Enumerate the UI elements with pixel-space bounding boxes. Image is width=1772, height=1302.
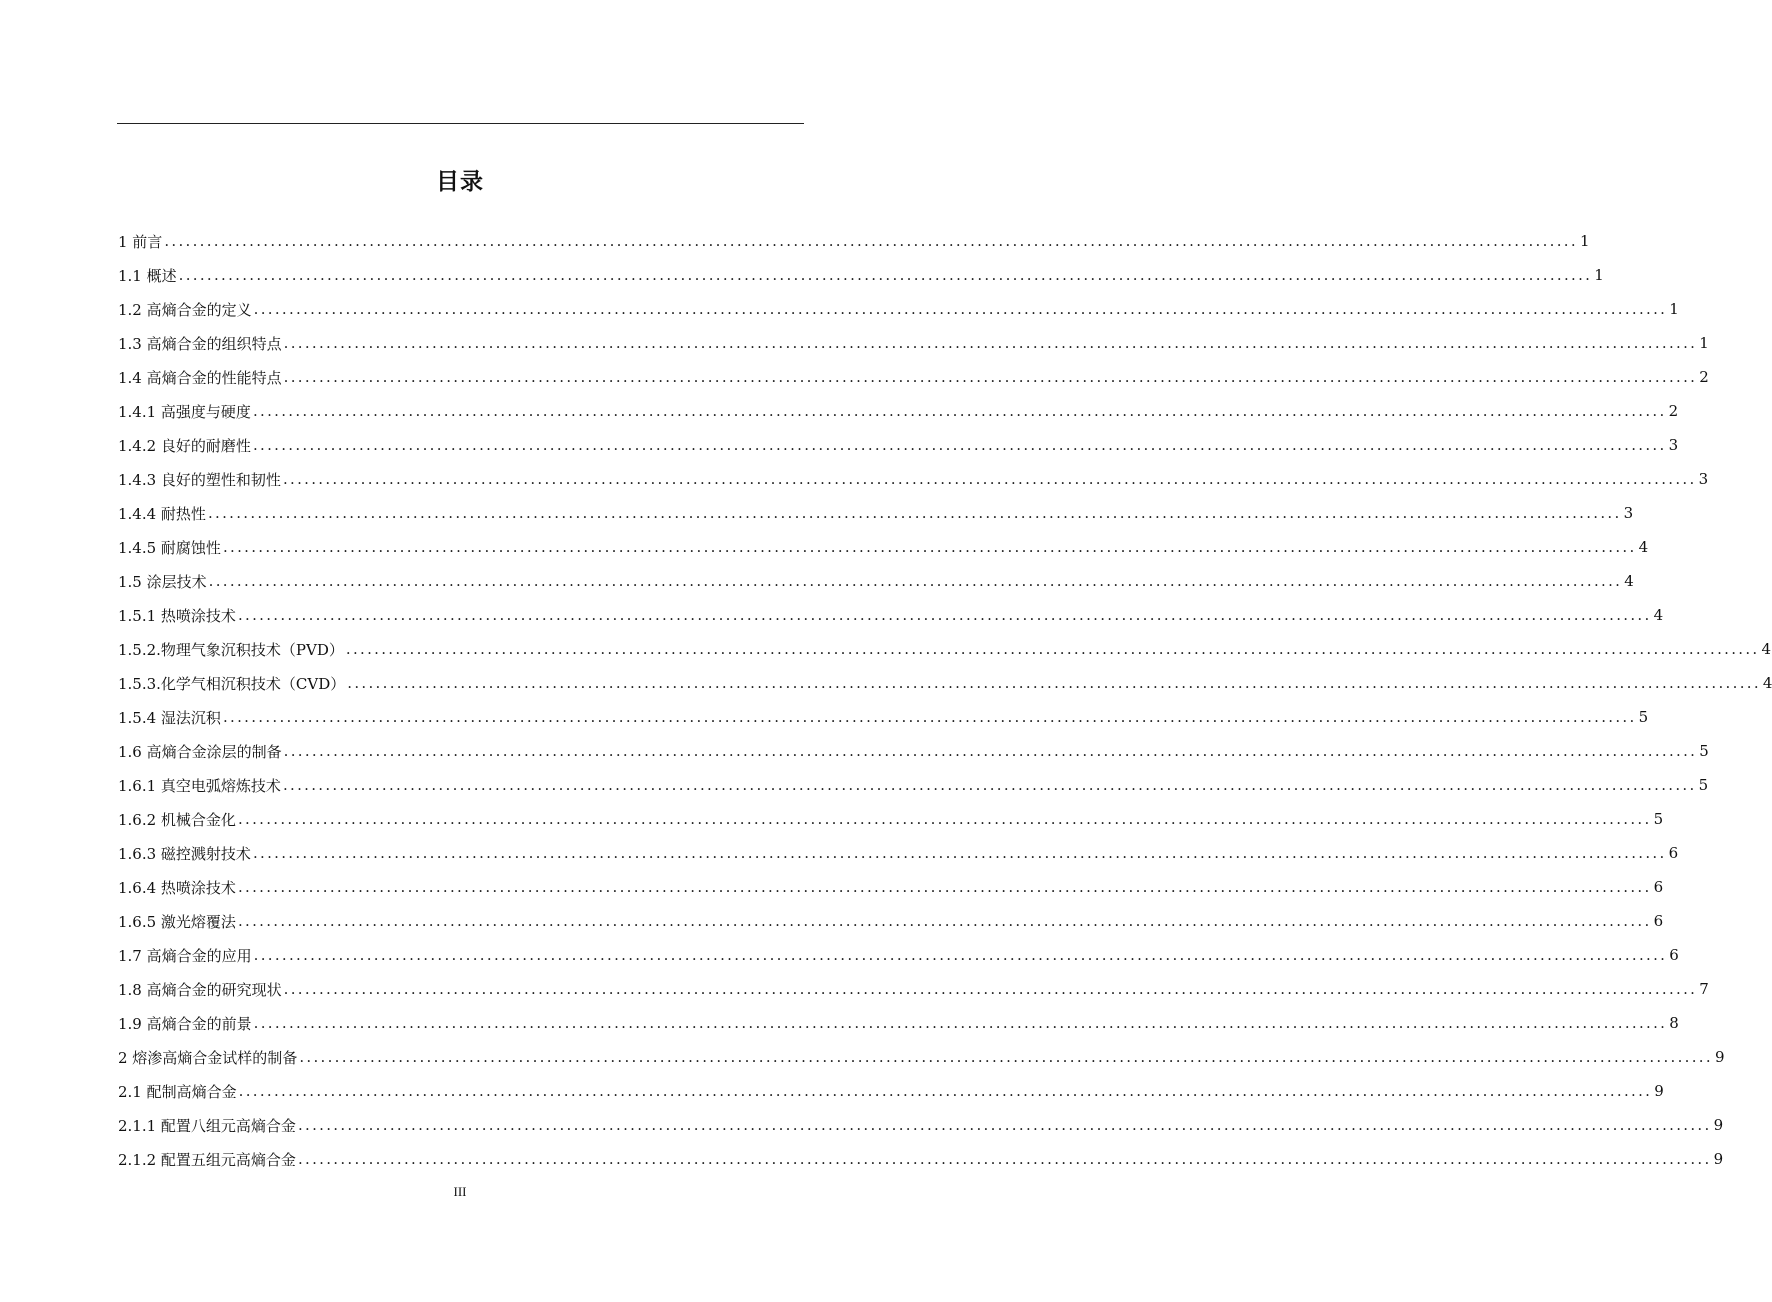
toc-leader-dots: ........................................................................................................................................................................................................ xyxy=(252,436,1667,454)
toc-entry-page: 6 xyxy=(1653,878,1664,896)
toc-entry-title: 1.4 高熵合金的性能特点 xyxy=(118,368,282,387)
toc-entry-page: 5 xyxy=(1699,742,1709,760)
toc-entry-page: 1 xyxy=(1699,334,1709,352)
toc-leader-dots: ........................................................................................................................................................................................................ xyxy=(283,334,1698,352)
toc-entry[interactable] xyxy=(118,666,1772,700)
toc-leader-dots: ........................................................................................................................................................................................................ xyxy=(222,708,1637,726)
toc-entry-page: 4 xyxy=(1761,640,1772,658)
toc-entry[interactable] xyxy=(118,1006,1679,1040)
table-of-contents xyxy=(118,224,1772,1176)
toc-leader-dots: ........................................................................................................................................................................................................ xyxy=(347,674,1761,692)
toc-entry-title: 1.6.4 热喷涂技术 xyxy=(118,878,236,897)
toc-entry[interactable] xyxy=(118,938,1679,972)
toc-entry-title: 1.7 高熵合金的应用 xyxy=(118,946,252,965)
toc-leader-dots: ........................................................................................................................................................................................................ xyxy=(253,946,1668,964)
toc-entry-title: 1.3 高熵合金的组织特点 xyxy=(118,334,282,353)
toc-entry-title: 2.1.1 配置八组元高熵合金 xyxy=(118,1116,296,1135)
toc-entry-title: 1.5.4 湿法沉积 xyxy=(118,708,221,727)
toc-entry-page: 3 xyxy=(1623,504,1634,522)
toc-entry-page: 2 xyxy=(1668,402,1679,420)
toc-leader-dots: ........................................................................................................................................................................................................ xyxy=(237,912,1652,930)
toc-entry-title: 1 前言 xyxy=(118,232,163,251)
toc-entry[interactable] xyxy=(118,836,1679,870)
toc-leader-dots: ........................................................................................................................................................................................................ xyxy=(283,742,1698,760)
toc-entry-page: 9 xyxy=(1713,1150,1724,1168)
toc-entry[interactable] xyxy=(118,870,1664,904)
toc-entry-title: 1.6.3 磁控溅射技术 xyxy=(118,844,251,863)
toc-entry-page: 9 xyxy=(1654,1082,1664,1100)
toc-entry-page: 5 xyxy=(1698,776,1709,794)
toc-leader-dots: ........................................................................................................................................................................................................ xyxy=(253,300,1668,318)
toc-entry[interactable] xyxy=(118,496,1634,530)
toc-entry-title: 1.9 高熵合金的前景 xyxy=(118,1014,252,1033)
toc-entry-page: 4 xyxy=(1638,538,1649,556)
toc-entry[interactable] xyxy=(118,768,1709,802)
toc-entry-title: 1.4.1 高强度与硬度 xyxy=(118,402,251,421)
toc-leader-dots: ........................................................................................................................................................................................................ xyxy=(237,810,1652,828)
toc-entry-title: 1.6.2 机械合金化 xyxy=(118,810,236,829)
toc-leader-dots: ........................................................................................................................................................................................................ xyxy=(222,538,1637,556)
toc-entry[interactable] xyxy=(118,632,1772,666)
toc-entry[interactable] xyxy=(118,224,1590,258)
toc-entry-page: 1 xyxy=(1594,266,1604,284)
toc-leader-dots: ........................................................................................................................................................................................................ xyxy=(252,844,1667,862)
toc-entry-title: 1.4.3 良好的塑性和韧性 xyxy=(118,470,281,489)
toc-entry-page: 3 xyxy=(1668,436,1679,454)
toc-entry[interactable] xyxy=(118,360,1709,394)
toc-leader-dots: ........................................................................................................................................................................................................ xyxy=(282,470,1697,488)
toc-leader-dots: ........................................................................................................................................................................................................ xyxy=(283,368,1698,386)
toc-entry-title: 1.8 高熵合金的研究现状 xyxy=(118,980,282,999)
toc-entry-title: 1.4.5 耐腐蚀性 xyxy=(118,538,221,557)
toc-entry-page: 7 xyxy=(1699,980,1709,998)
toc-entry-title: 2.1 配制高熵合金 xyxy=(118,1082,237,1101)
toc-entry-page: 2 xyxy=(1699,368,1709,386)
toc-entry[interactable] xyxy=(118,1108,1724,1142)
toc-leader-dots: ........................................................................................................................................................................................................ xyxy=(237,878,1652,896)
toc-entry-page: 4 xyxy=(1653,606,1664,624)
toc-entry[interactable] xyxy=(118,530,1649,564)
toc-entry[interactable] xyxy=(118,292,1679,326)
toc-entry-title: 1.1 概述 xyxy=(118,266,177,285)
toc-entry[interactable] xyxy=(118,598,1664,632)
toc-leader-dots: ........................................................................................................................................................................................................ xyxy=(237,606,1652,624)
toc-entry-page: 4 xyxy=(1624,572,1634,590)
toc-entry-title: 1.4.2 良好的耐磨性 xyxy=(118,436,251,455)
toc-leader-dots: ........................................................................................................................................................................................................ xyxy=(297,1150,1712,1168)
toc-leader-dots: ........................................................................................................................................................................................................ xyxy=(238,1082,1653,1100)
toc-entry[interactable] xyxy=(118,734,1709,768)
toc-entry-page: 6 xyxy=(1653,912,1664,930)
toc-leader-dots: ........................................................................................................................................................................................................ xyxy=(164,232,1578,250)
toc-entry-title: 2 熔渗高熵合金试样的制备 xyxy=(118,1048,298,1067)
toc-entry-page: 9 xyxy=(1713,1116,1724,1134)
toc-entry-title: 1.2 高熵合金的定义 xyxy=(118,300,252,319)
page-title: 目录 xyxy=(436,169,484,195)
toc-leader-dots: ........................................................................................................................................................................................................ xyxy=(208,572,1623,590)
toc-entry-title: 1.4.4 耐热性 xyxy=(118,504,206,523)
toc-entry-page: 3 xyxy=(1698,470,1709,488)
toc-entry[interactable] xyxy=(118,462,1709,496)
toc-entry-page: 1 xyxy=(1579,232,1590,250)
toc-entry-page: 4 xyxy=(1762,674,1772,692)
toc-entry-page: 9 xyxy=(1714,1048,1725,1066)
toc-entry[interactable] xyxy=(118,394,1679,428)
toc-entry-title: 1.5.2.物理气象沉积技术（PVD） xyxy=(118,640,344,659)
toc-entry[interactable] xyxy=(118,1074,1664,1108)
toc-entry[interactable] xyxy=(118,972,1709,1006)
toc-entry-title: 1.6.5 激光熔覆法 xyxy=(118,912,236,931)
toc-entry[interactable] xyxy=(118,564,1634,598)
toc-entry-title: 1.5 涂层技术 xyxy=(118,572,207,591)
toc-entry-page: 8 xyxy=(1669,1014,1679,1032)
toc-entry-page: 6 xyxy=(1669,946,1679,964)
toc-entry-page: 1 xyxy=(1669,300,1679,318)
toc-leader-dots: ........................................................................................................................................................................................................ xyxy=(178,266,1593,284)
toc-leader-dots: ........................................................................................................................................................................................................ xyxy=(299,1048,1713,1066)
toc-entry[interactable] xyxy=(118,1142,1724,1176)
toc-entry[interactable] xyxy=(118,428,1679,462)
toc-leader-dots: ........................................................................................................................................................................................................ xyxy=(207,504,1622,522)
toc-entry-title: 1.6.1 真空电弧熔炼技术 xyxy=(118,776,281,795)
toc-entry[interactable] xyxy=(118,1040,1725,1074)
toc-leader-dots: ........................................................................................................................................................................................................ xyxy=(252,402,1667,420)
toc-leader-dots: ........................................................................................................................................................................................................ xyxy=(297,1116,1712,1134)
toc-leader-dots: ........................................................................................................................................................................................................ xyxy=(283,980,1698,998)
toc-entry-title: 1.6 高熵合金涂层的制备 xyxy=(118,742,282,761)
toc-leader-dots: ........................................................................................................................................................................................................ xyxy=(282,776,1697,794)
toc-entry-page: 5 xyxy=(1653,810,1664,828)
toc-leader-dots: ........................................................................................................................................................................................................ xyxy=(345,640,1760,658)
toc-entry-title: 1.5.1 热喷涂技术 xyxy=(118,606,236,625)
toc-entry[interactable] xyxy=(118,700,1649,734)
toc-entry-page: 6 xyxy=(1668,844,1679,862)
toc-leader-dots: ........................................................................................................................................................................................................ xyxy=(253,1014,1668,1032)
header-rule xyxy=(117,123,804,124)
page-number: III xyxy=(453,1184,467,1199)
toc-entry[interactable] xyxy=(118,904,1664,938)
toc-entry-title: 2.1.2 配置五组元高熵合金 xyxy=(118,1150,296,1169)
toc-entry-title: 1.5.3.化学气相沉积技术（CVD） xyxy=(118,674,346,693)
toc-entry-page: 5 xyxy=(1638,708,1649,726)
toc-entry[interactable] xyxy=(118,802,1664,836)
toc-entry[interactable] xyxy=(118,258,1604,292)
toc-entry[interactable] xyxy=(118,326,1709,360)
